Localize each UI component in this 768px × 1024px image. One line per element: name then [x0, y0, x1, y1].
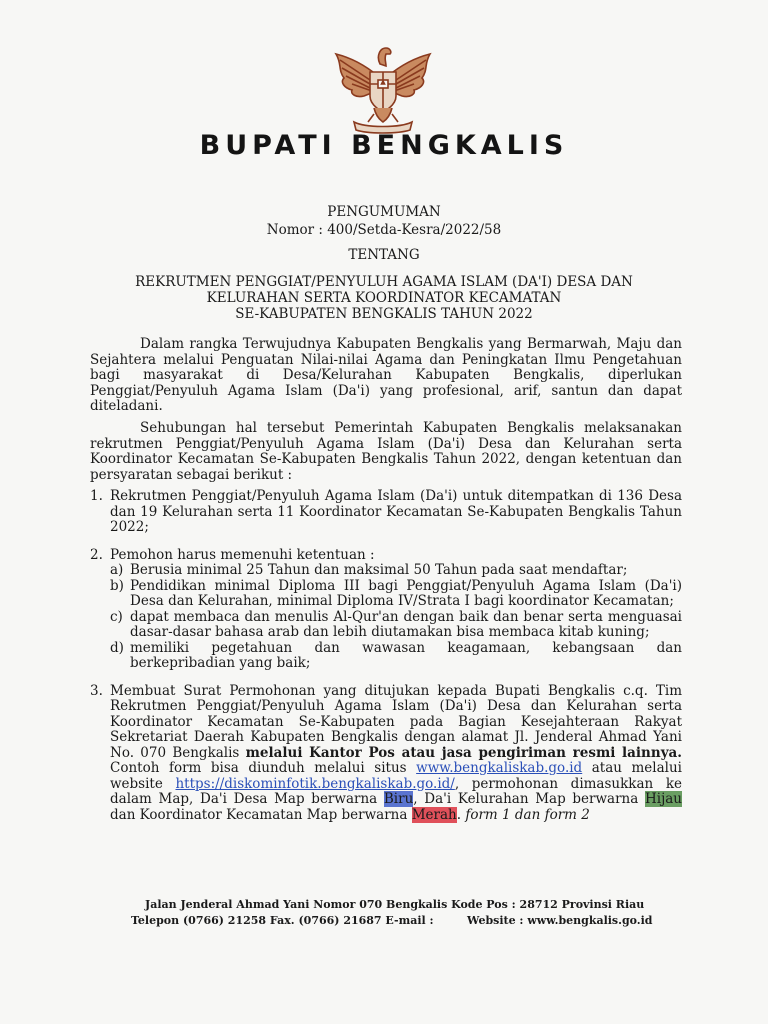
sub-item: [110, 641, 682, 672]
sub-item-text: memiliki pegetahuan dan wawasan keagamaan, kebangsaan dan berkepribadian yang baik;: [130, 639, 682, 671]
sub-item-text: dapat membaca dan menulis Al-Qur'an dengan baik dan benar serta menguasai dasar-dasar bahasa arab dan lebih diutamakan bisa membaca kitab kuning;: [130, 608, 682, 640]
item-text: Rekrutmen Penggiat/Penyuluh Agama Islam (Da'i) untuk ditempatkan di 136 Desa dan 19 Kelurahan serta 11 Koordinator Kecamatan Se-Kabupaten Bengkalis Tahun 2022;: [110, 488, 682, 535]
sub-item-letter: a): [110, 562, 124, 578]
item-number: 2.: [90, 546, 103, 563]
sub-item-letter: d): [110, 639, 124, 656]
announcement-about: TENTANG: [348, 247, 420, 263]
sub-item-text: Pendidikan minimal Diploma III bagi Penggiat/Penyuluh Agama Islam (Da'i) Desa dan Kelurahan, minimal Diploma IV/Strata I bagi koordinator Kecamatan;: [130, 577, 682, 609]
announcement-number: Nomor : 400/Setda-Kesra/2022/58: [266, 222, 502, 238]
form-reference: form 1 dan form 2: [465, 806, 590, 823]
sub-item-letter: c): [110, 608, 123, 625]
delivery-instruction: melalui Kantor Pos atau jasa pengiriman resmi lainnya.: [245, 744, 682, 761]
item-text-part: dan Koordinator Kecamatan Map berwarna: [110, 806, 412, 823]
list-item: [90, 548, 682, 672]
page-title: BUPATI BENGKALIS: [199, 130, 569, 161]
paragraph-recruitment: Sehubungan hal tersebut Pemerintah Kabupaten Bengkalis melaksanakan rekrutmen Penggiat/Penyuluh Agama Islam (Da'i) Desa dan Kelurahan serta Koordinator Kecamatan Se-Kabupaten Bengkalis Tahun 2022, dengan ketentuan dan persyaratan sebagai berikut :: [90, 420, 682, 483]
list-item: [90, 489, 682, 536]
subject-line-3: SE-KABUPATEN BENGKALIS TAHUN 2022: [235, 306, 533, 322]
bengkaliskab-link[interactable]: www.bengkaliskab.go.id: [416, 760, 583, 776]
highlight-red: Merah: [411, 806, 457, 823]
item-text-part: , permohonan dimasukkan ke dalam Map, Da'i Desa Map berwarna: [110, 775, 682, 807]
footer-address: Jalan Jenderal Ahmad Yani Nomor 070 Bengkalis Kode Pos : 28712 Provinsi Riau: [145, 898, 645, 911]
item-text: Pemohon harus memenuhi ketentuan :: [110, 546, 375, 563]
highlight-green: Hijau: [644, 791, 683, 807]
item-number: 1.: [90, 488, 103, 504]
highlight-blue: Biru: [383, 791, 414, 807]
footer-website: Website : www.bengkalis.go.id: [467, 914, 653, 927]
item-text-part: .: [456, 806, 466, 823]
requirements-list: [90, 489, 682, 823]
garuda-pancasila-emblem: [330, 36, 436, 134]
diskominfotik-link[interactable]: https://diskominfotik.bengkaliskab.go.id/: [175, 775, 455, 792]
item-number: 3.: [90, 682, 103, 699]
subject-line-1: REKRUTMEN PENGGIAT/PENYULUH AGAMA ISLAM (DA'I) DESA DAN: [135, 274, 633, 290]
paragraph-intro: Dalam rangka Terwujudnya Kabupaten Bengkalis yang Bermarwah, Maju dan Sejahtera melalui Penguatan Nilai-nilai Agama dan Peningkatan Ilmu Pengetahuan bagi masyarakat di Desa/Kelurahan Kabupaten Bengkalis, diperlukan Penggiat/Penyuluh Agama Islam (Da'i) yang profesional, arif, santun dan dapat diteladani.: [90, 336, 682, 414]
sub-item: [110, 579, 682, 610]
sub-item-text: Berusia minimal 25 Tahun dan maksimal 50 Tahun pada saat mendaftar;: [130, 562, 628, 578]
item-text-part: atau melalui website: [110, 760, 682, 792]
item-text-part: Membuat Surat Permohonan yang ditujukan kepada Bupati Bengkalis c.q. Tim Rekrutmen Penggiat/Penyuluh Agama Islam (Da'i) Desa dan Kelurahan serta Koordinator Kecamatan Se-Kabupaten pada Bagian Kesejahteraan Rakyat Sekretariat Daerah Kabupaten Bengkalis dengan alamat Jl. Jenderal Ahmad Yani No. 070 Bengkalis: [110, 682, 682, 761]
item-text-part: , Da'i Kelurahan Map berwarna: [413, 791, 645, 807]
sub-item: [110, 563, 682, 579]
sub-item: [110, 610, 682, 641]
sub-item-letter: b): [110, 577, 124, 594]
announcement-type: PENGUMUMAN: [327, 204, 441, 220]
item-text-part: Contoh form bisa diunduh melalui situs: [110, 760, 417, 776]
list-item: [90, 684, 682, 824]
footer-phone: Telepon (0766) 21258 Fax. (0766) 21687 E-mail :: [131, 914, 434, 927]
subject-line-2: KELURAHAN SERTA KOORDINATOR KECAMATAN: [206, 290, 562, 306]
